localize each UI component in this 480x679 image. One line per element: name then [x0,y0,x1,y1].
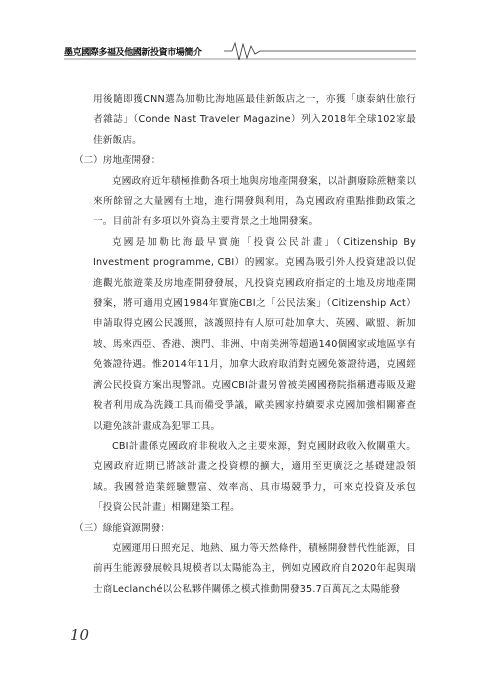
page-number: 10 [70,626,90,644]
header-title: 墨克國際多福及他國新投資市場簡介 [64,48,202,58]
paragraph: 克國政府近年積極推動各項土地與房地產開發案，以計劃廢除蔗糖業以來所餘留之大量國有土地，進行開發與利用，為克國政府重點推動政策之一。目前計有多項以外資為主要背景之土地開發案。 [93,175,416,228]
page-body [74,90,416,600]
paragraph: 用後隨即獲CNN選為加勒比海地區最佳新飯店之一，亦獲「康泰納仕旅行者雜誌」（Conde Nast Traveler Magazine）列入2018年全球102家最佳新飯店。 [93,94,416,146]
paragraph: 克國運用日照充足、地熱、風力等天然條件，積極開發替代性能源，目前再生能源發展較具規模者以太陽能為主，例如克國政府自2020年起與瑞士商Leclanché以公私夥伴關係之模式推動開發35.7百萬瓦之太陽能發 [93,542,416,595]
paragraph: CBI計畫係克國政府非稅收入之主要來源，對克國財政收入攸關重大。克國政府近期已將該計畫之投資標的擴大，適用至更廣泛之基礎建設領域。我國營造業經驗豐富、效率高、具市場競爭力，可來克投資及承包「投資公民計畫」相關建築工程。 [93,440,416,514]
header-heartbeat-line [64,40,416,62]
paragraph: 克國是加勒比海最早實施「投資公民計畫」（Citizenship By Investment programme, CBI）的國家。克國為吸引外人投資建設以促進觀光旅遊業及房地產開發發展，凡投資克國政府指定的土地及房地產開發案，將可適用克國1984年實施CBI之「公民法案」（Citizenship Act）申請取得克國公民護照，該護照持有人原可赴加拿大、英國、歐盟、新加坡、馬來西亞、香港、澳門、非洲、中南美洲等超過140個國家或地區享有免簽證待遇。惟2014年11月，加拿大政府取消對克國免簽證待遇，克國經濟公民投資方案出現警訊。克國CBI計畫另曾被美國國務院指稱遭毒販及避稅者利用成為洗錢工具而備受爭議，歐美國家持續要求克國加強相關審查以避免該計畫成為犯罪工具。 [93,236,416,432]
section-heading: （二）房地產開發： [74,155,161,167]
section-heading: （三）綠能資源開發： [74,522,170,534]
running-header [64,40,416,62]
